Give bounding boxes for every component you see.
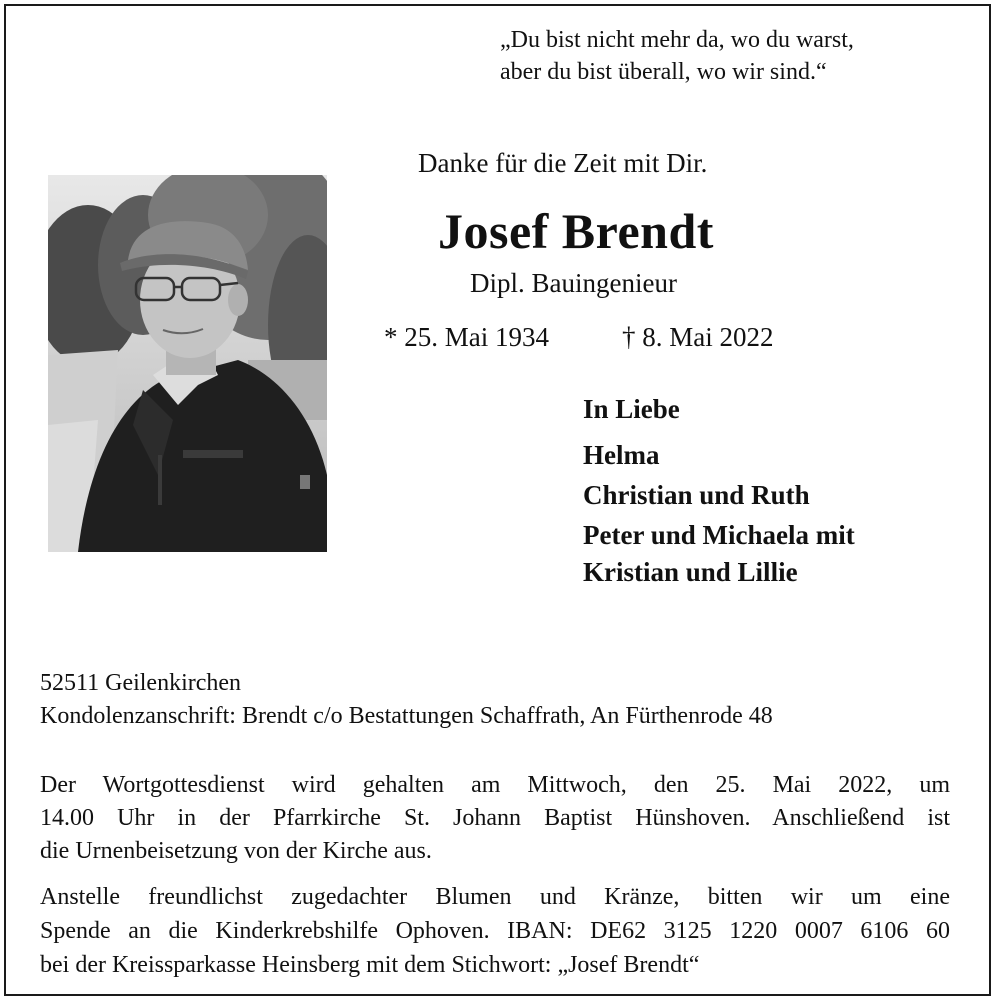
family-line: Kristian und Lillie [583,557,798,587]
portrait-photo [48,175,327,552]
family-line: In Liebe [583,394,680,424]
family-line: Christian und Ruth [583,480,810,510]
birth-date: * 25. Mai 1934 [384,322,549,352]
memorial-quote [500,24,854,88]
condolence-address: Kondolenzanschrift: Brendt c/o Bestattungen Schaffrath, An Fürthenrode 48 [40,703,773,729]
quote-line-1: „Du bist nicht mehr da, wo du warst, [500,27,854,53]
place-line: 52511 Geilenkirchen [40,670,242,696]
service-line: 14.00 Uhr in der Pfarrkirche St. Johann Baptist Hünshoven. Anschließend ist [40,805,950,831]
quote-line-2: aber du bist überall, wo wir sind.“ [500,59,827,85]
family-line: Helma [583,440,660,470]
deceased-name: Josef Brendt [438,203,714,259]
donation-line: Spende an die Kinderkrebshilfe Ophoven. IBAN: DE62 3125 1220 0007 6106 60 [40,918,950,944]
donation-line: bei der Kreissparkasse Heinsberg mit dem Stichwort: „Josef Brendt“ [40,952,700,978]
service-paragraph [40,769,950,868]
family-line: Peter und Michaela mit [583,520,855,550]
service-line: die Urnenbeisetzung von der Kirche aus. [40,838,432,864]
profession: Dipl. Bauingenieur [470,268,677,298]
donation-paragraph [40,880,950,982]
service-line: Der Wortgottesdienst wird gehalten am Mittwoch, den 25. Mai 2022, um [40,772,950,798]
death-date: † 8. Mai 2022 [622,322,774,352]
donation-line: Anstelle freundlichst zugedachter Blumen und Kränze, bitten wir um eine [40,884,950,910]
thanks-line: Danke für die Zeit mit Dir. [418,148,708,178]
